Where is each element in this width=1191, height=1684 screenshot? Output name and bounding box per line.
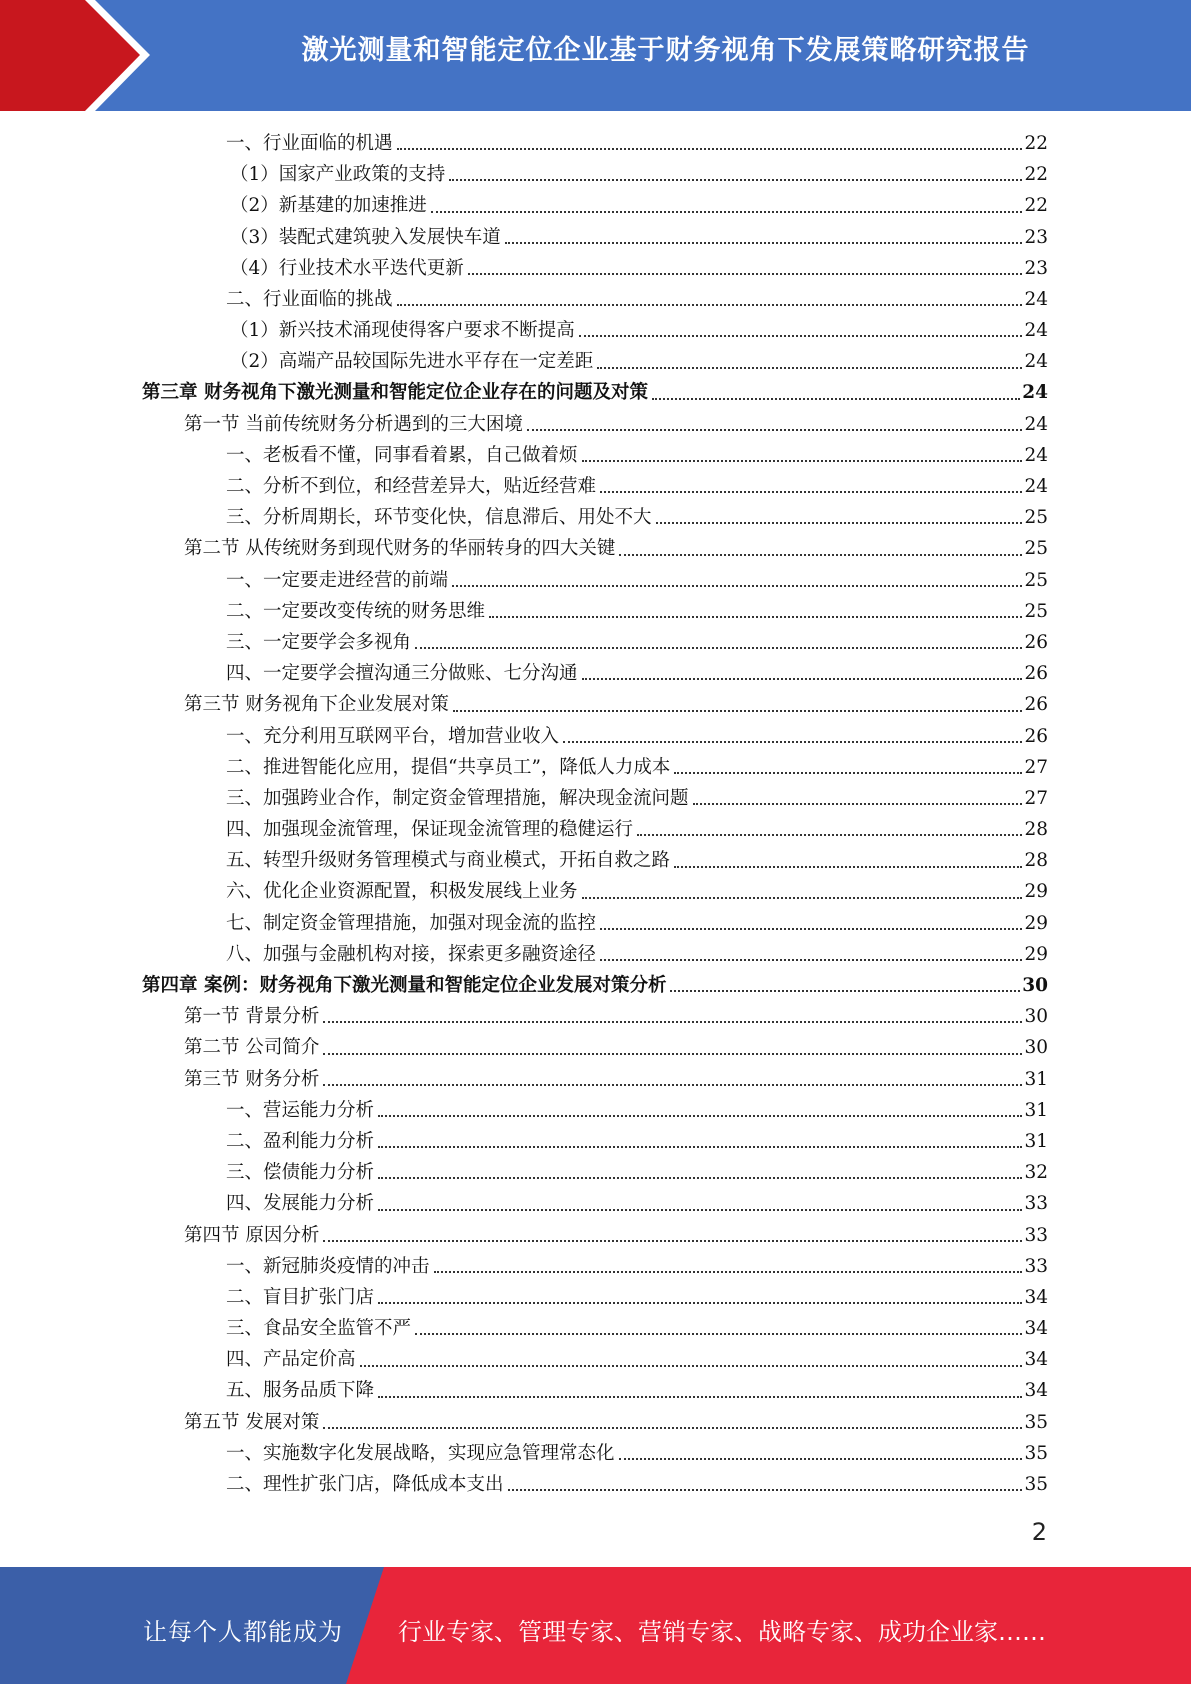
- toc-dot-leader: [582, 678, 1023, 680]
- toc-dot-leader: [582, 897, 1023, 899]
- toc-entry-title: 第一节 当前传统财务分析遇到的三大困境: [184, 413, 523, 435]
- toc-dot-leader: [505, 242, 1023, 244]
- toc-entry-title: 三、偿债能力分析: [226, 1162, 375, 1184]
- toc-entry[interactable]: [142, 159, 1048, 190]
- toc-entry-page: 24: [1024, 320, 1048, 342]
- toc-entry-page: 28: [1024, 850, 1048, 872]
- toc-entry-title: 二、推进智能化应用，提倡“共享员工”，降低人力成本: [226, 756, 671, 778]
- table-of-contents: [142, 128, 1048, 1500]
- toc-dot-leader: [670, 990, 1020, 992]
- toc-entry[interactable]: [142, 1157, 1048, 1188]
- toc-entry[interactable]: [142, 1313, 1048, 1344]
- toc-entry-title: 二、分析不到位，和经营差异大，贴近经营难: [226, 476, 597, 498]
- toc-entry-page: 29: [1024, 881, 1048, 903]
- toc-entry-title: 一、新冠肺炎疫情的冲击: [226, 1255, 430, 1277]
- toc-dot-leader: [674, 866, 1022, 868]
- toc-dot-leader: [323, 1021, 1022, 1023]
- toc-entry-page: 24: [1024, 444, 1048, 466]
- toc-dot-leader: [323, 1427, 1022, 1429]
- toc-dot-leader: [508, 1489, 1023, 1491]
- toc-entry[interactable]: [142, 284, 1048, 315]
- toc-entry-page: 22: [1024, 195, 1048, 217]
- toc-entry[interactable]: [142, 378, 1048, 409]
- toc-dot-leader: [378, 1209, 1022, 1211]
- toc-entry-title: 二、盈利能力分析: [226, 1130, 375, 1152]
- toc-dot-leader: [674, 772, 1022, 774]
- toc-dot-leader: [415, 647, 1022, 649]
- toc-dot-leader: [323, 1084, 1022, 1086]
- document-title: 激光测量和智能定位企业基于财务视角下发展策略研究报告: [301, 35, 1030, 66]
- toc-entry-title: （2）新基建的加速推进: [230, 195, 427, 217]
- toc-entry[interactable]: [142, 409, 1048, 440]
- toc-entry-page: 24: [1022, 382, 1048, 404]
- toc-dot-leader: [415, 1333, 1022, 1335]
- toc-entry-page: 35: [1024, 1474, 1048, 1496]
- toc-entry-page: 24: [1024, 413, 1048, 435]
- toc-entry-title: 六、优化企业资源配置，积极发展线上业务: [226, 881, 578, 903]
- toc-entry-title: 一、老板看不懂，同事看着累，自己做着烦: [226, 444, 578, 466]
- toc-entry[interactable]: [142, 658, 1048, 689]
- toc-dot-leader: [637, 834, 1022, 836]
- toc-entry[interactable]: [142, 1438, 1048, 1469]
- toc-entry-title: 第四节 原因分析: [184, 1224, 320, 1246]
- toc-dot-leader: [652, 398, 1020, 400]
- toc-entry-page: 23: [1024, 226, 1048, 248]
- toc-entry[interactable]: [142, 908, 1048, 939]
- toc-dot-leader: [431, 211, 1023, 213]
- toc-entry[interactable]: [142, 1407, 1048, 1438]
- toc-entry[interactable]: [142, 1126, 1048, 1157]
- toc-entry-title: 第一节 背景分析: [184, 1006, 320, 1028]
- toc-entry-title: 第四章 案例：财务视角下激光测量和智能定位企业发展对策分析: [142, 975, 667, 997]
- toc-entry-title: 七、制定资金管理措施，加强对现金流的监控: [226, 912, 597, 934]
- toc-dot-leader: [527, 429, 1023, 431]
- toc-entry[interactable]: [142, 1344, 1048, 1375]
- toc-dot-leader: [453, 710, 1023, 712]
- toc-dot-leader: [600, 959, 1022, 961]
- toc-entry[interactable]: [142, 253, 1048, 284]
- toc-entry-title: （2）高端产品较国际先进水平存在一定差距: [230, 351, 594, 373]
- toc-entry[interactable]: [142, 627, 1048, 658]
- toc-dot-leader: [600, 928, 1022, 930]
- toc-entry-page: 34: [1024, 1380, 1048, 1402]
- toc-dot-leader: [600, 491, 1022, 493]
- toc-entry-page: 34: [1024, 1286, 1048, 1308]
- toc-entry-page: 24: [1024, 351, 1048, 373]
- toc-dot-leader: [693, 803, 1023, 805]
- toc-entry[interactable]: [142, 471, 1048, 502]
- toc-dot-leader: [563, 741, 1022, 743]
- page-footer: [0, 1567, 1191, 1684]
- toc-entry-title: 一、一定要走进经营的前端: [226, 569, 449, 591]
- toc-entry-page: 25: [1024, 507, 1048, 529]
- toc-entry-title: 一、充分利用互联网平台，增加营业收入: [226, 725, 560, 747]
- toc-entry-title: 三、加强跨业合作，制定资金管理措施，解决现金流问题: [226, 787, 689, 809]
- toc-dot-leader: [323, 1240, 1022, 1242]
- toc-entry[interactable]: [142, 128, 1048, 159]
- toc-entry[interactable]: [142, 845, 1048, 876]
- toc-entry-title: 第五节 发展对策: [184, 1411, 320, 1433]
- toc-entry[interactable]: [142, 533, 1048, 564]
- toc-entry-title: 一、营运能力分析: [226, 1099, 375, 1121]
- toc-entry[interactable]: [142, 502, 1048, 533]
- toc-entry[interactable]: [142, 1095, 1048, 1126]
- toc-dot-leader: [360, 1365, 1023, 1367]
- toc-dot-leader: [378, 1146, 1022, 1148]
- toc-entry-title: （4）行业技术水平迭代更新: [230, 257, 464, 279]
- toc-entry-page: 26: [1024, 631, 1048, 653]
- toc-entry-page: 35: [1024, 1411, 1048, 1433]
- toc-entry-page: 25: [1024, 600, 1048, 622]
- toc-dot-leader: [579, 335, 1023, 337]
- toc-entry[interactable]: [142, 346, 1048, 377]
- toc-entry-title: 四、加强现金流管理，保证现金流管理的稳健运行: [226, 819, 634, 841]
- toc-entry-title: 四、发展能力分析: [226, 1193, 375, 1215]
- toc-entry-page: 25: [1024, 569, 1048, 591]
- toc-dot-leader: [597, 367, 1022, 369]
- toc-dot-leader: [397, 304, 1023, 306]
- toc-entry-title: 第三节 财务分析: [184, 1068, 320, 1090]
- toc-entry-page: 30: [1022, 975, 1048, 997]
- toc-entry-title: 五、转型升级财务管理模式与商业模式，开拓自救之路: [226, 850, 671, 872]
- toc-entry-title: 三、食品安全监管不严: [226, 1318, 412, 1340]
- toc-entry[interactable]: [142, 1064, 1048, 1095]
- toc-dot-leader: [434, 1271, 1023, 1273]
- toc-entry-title: 八、加强与金融机构对接，探索更多融资途径: [226, 943, 597, 965]
- footer-slogan-right: 行业专家、管理专家、营销专家、战略专家、成功企业家……: [398, 1618, 1046, 1646]
- toc-entry-page: 31: [1024, 1068, 1048, 1090]
- toc-entry-page: 30: [1024, 1006, 1048, 1028]
- toc-entry[interactable]: [142, 721, 1048, 752]
- toc-entry-page: 29: [1024, 943, 1048, 965]
- toc-dot-leader: [468, 273, 1023, 275]
- toc-entry-page: 27: [1024, 787, 1048, 809]
- toc-entry-title: 第三章 财务视角下激光测量和智能定位企业存在的问题及对策: [142, 382, 648, 404]
- toc-entry-title: 二、理性扩张门店，降低成本支出: [226, 1474, 504, 1496]
- toc-entry-title: （1）国家产业政策的支持: [230, 164, 446, 186]
- toc-dot-leader: [449, 179, 1022, 181]
- toc-entry-title: 四、产品定价高: [226, 1349, 356, 1371]
- toc-entry-page: 32: [1024, 1162, 1048, 1184]
- toc-entry-title: 二、盲目扩张门店: [226, 1286, 375, 1308]
- toc-entry[interactable]: [142, 1188, 1048, 1219]
- toc-entry[interactable]: [142, 1469, 1048, 1500]
- toc-entry-page: 24: [1024, 288, 1048, 310]
- toc-entry[interactable]: [142, 596, 1048, 627]
- toc-entry-page: 29: [1024, 912, 1048, 934]
- toc-entry[interactable]: [142, 939, 1048, 970]
- toc-entry-title: 三、一定要学会多视角: [226, 631, 412, 653]
- toc-entry-page: 33: [1024, 1255, 1048, 1277]
- footer-slogan-left: 让每个人都能成为: [143, 1618, 343, 1646]
- toc-entry-page: 25: [1024, 538, 1048, 560]
- toc-entry-page: 26: [1024, 694, 1048, 716]
- toc-entry[interactable]: [142, 783, 1048, 814]
- toc-entry-title: 二、一定要改变传统的财务思维: [226, 600, 486, 622]
- toc-entry-title: 第三节 财务视角下企业发展对策: [184, 694, 449, 716]
- toc-entry-page: 33: [1024, 1193, 1048, 1215]
- toc-entry-title: 第二节 公司简介: [184, 1037, 320, 1059]
- toc-entry[interactable]: [142, 440, 1048, 471]
- toc-entry-page: 23: [1024, 257, 1048, 279]
- toc-entry-page: 31: [1024, 1130, 1048, 1152]
- toc-entry[interactable]: [142, 752, 1048, 783]
- toc-dot-leader: [619, 554, 1022, 556]
- toc-entry[interactable]: [142, 315, 1048, 346]
- toc-entry-title: 三、分析周期长，环节变化快，信息滞后、用处不大: [226, 507, 652, 529]
- toc-entry[interactable]: [142, 1032, 1048, 1063]
- toc-entry[interactable]: [142, 1282, 1048, 1313]
- toc-entry[interactable]: [142, 1251, 1048, 1282]
- toc-entry-title: 一、行业面临的机遇: [226, 132, 393, 154]
- toc-entry[interactable]: [142, 814, 1048, 845]
- toc-dot-leader: [378, 1396, 1022, 1398]
- toc-entry-page: 30: [1024, 1037, 1048, 1059]
- toc-entry-page: 34: [1024, 1349, 1048, 1371]
- toc-dot-leader: [378, 1115, 1022, 1117]
- toc-entry-page: 31: [1024, 1099, 1048, 1121]
- toc-entry[interactable]: [142, 1001, 1048, 1032]
- toc-entry-page: 26: [1024, 663, 1048, 685]
- toc-entry-title: （1）新兴技术涌现使得客户要求不断提高: [230, 320, 575, 342]
- toc-entry-page: 24: [1024, 476, 1048, 498]
- page-number: 2: [1031, 1518, 1047, 1546]
- toc-entry-title: 一、实施数字化发展战略，实现应急管理常态化: [226, 1442, 615, 1464]
- toc-dot-leader: [656, 522, 1023, 524]
- toc-entry[interactable]: [142, 1376, 1048, 1407]
- toc-dot-leader: [378, 1302, 1022, 1304]
- toc-dot-leader: [619, 1458, 1023, 1460]
- toc-entry[interactable]: [142, 190, 1048, 221]
- toc-entry-title: 四、一定要学会擅沟通三分做账、七分沟通: [226, 663, 578, 685]
- toc-dot-leader: [452, 585, 1022, 587]
- toc-entry[interactable]: [142, 970, 1048, 1001]
- toc-entry-page: 35: [1024, 1442, 1048, 1464]
- toc-entry-page: 26: [1024, 725, 1048, 747]
- toc-entry-title: 二、行业面临的挑战: [226, 288, 393, 310]
- toc-dot-leader: [323, 1053, 1022, 1055]
- toc-dot-leader: [582, 460, 1023, 462]
- toc-entry[interactable]: [142, 565, 1048, 596]
- toc-entry-page: 22: [1024, 164, 1048, 186]
- toc-entry-title: （3）装配式建筑驶入发展快车道: [230, 226, 501, 248]
- toc-dot-leader: [397, 148, 1023, 150]
- toc-entry-page: 33: [1024, 1224, 1048, 1246]
- toc-entry-title: 第二节 从传统财务到现代财务的华丽转身的四大关键: [184, 538, 616, 560]
- toc-entry-page: 28: [1024, 819, 1048, 841]
- toc-dot-leader: [489, 616, 1022, 618]
- toc-entry[interactable]: [142, 222, 1048, 253]
- toc-entry[interactable]: [142, 877, 1048, 908]
- toc-entry-page: 27: [1024, 756, 1048, 778]
- toc-entry[interactable]: [142, 689, 1048, 720]
- toc-entry-title: 五、服务品质下降: [226, 1380, 375, 1402]
- toc-entry[interactable]: [142, 1220, 1048, 1251]
- toc-entry-page: 22: [1024, 132, 1048, 154]
- toc-dot-leader: [378, 1177, 1022, 1179]
- toc-entry-page: 34: [1024, 1318, 1048, 1340]
- page-header: [0, 0, 1191, 111]
